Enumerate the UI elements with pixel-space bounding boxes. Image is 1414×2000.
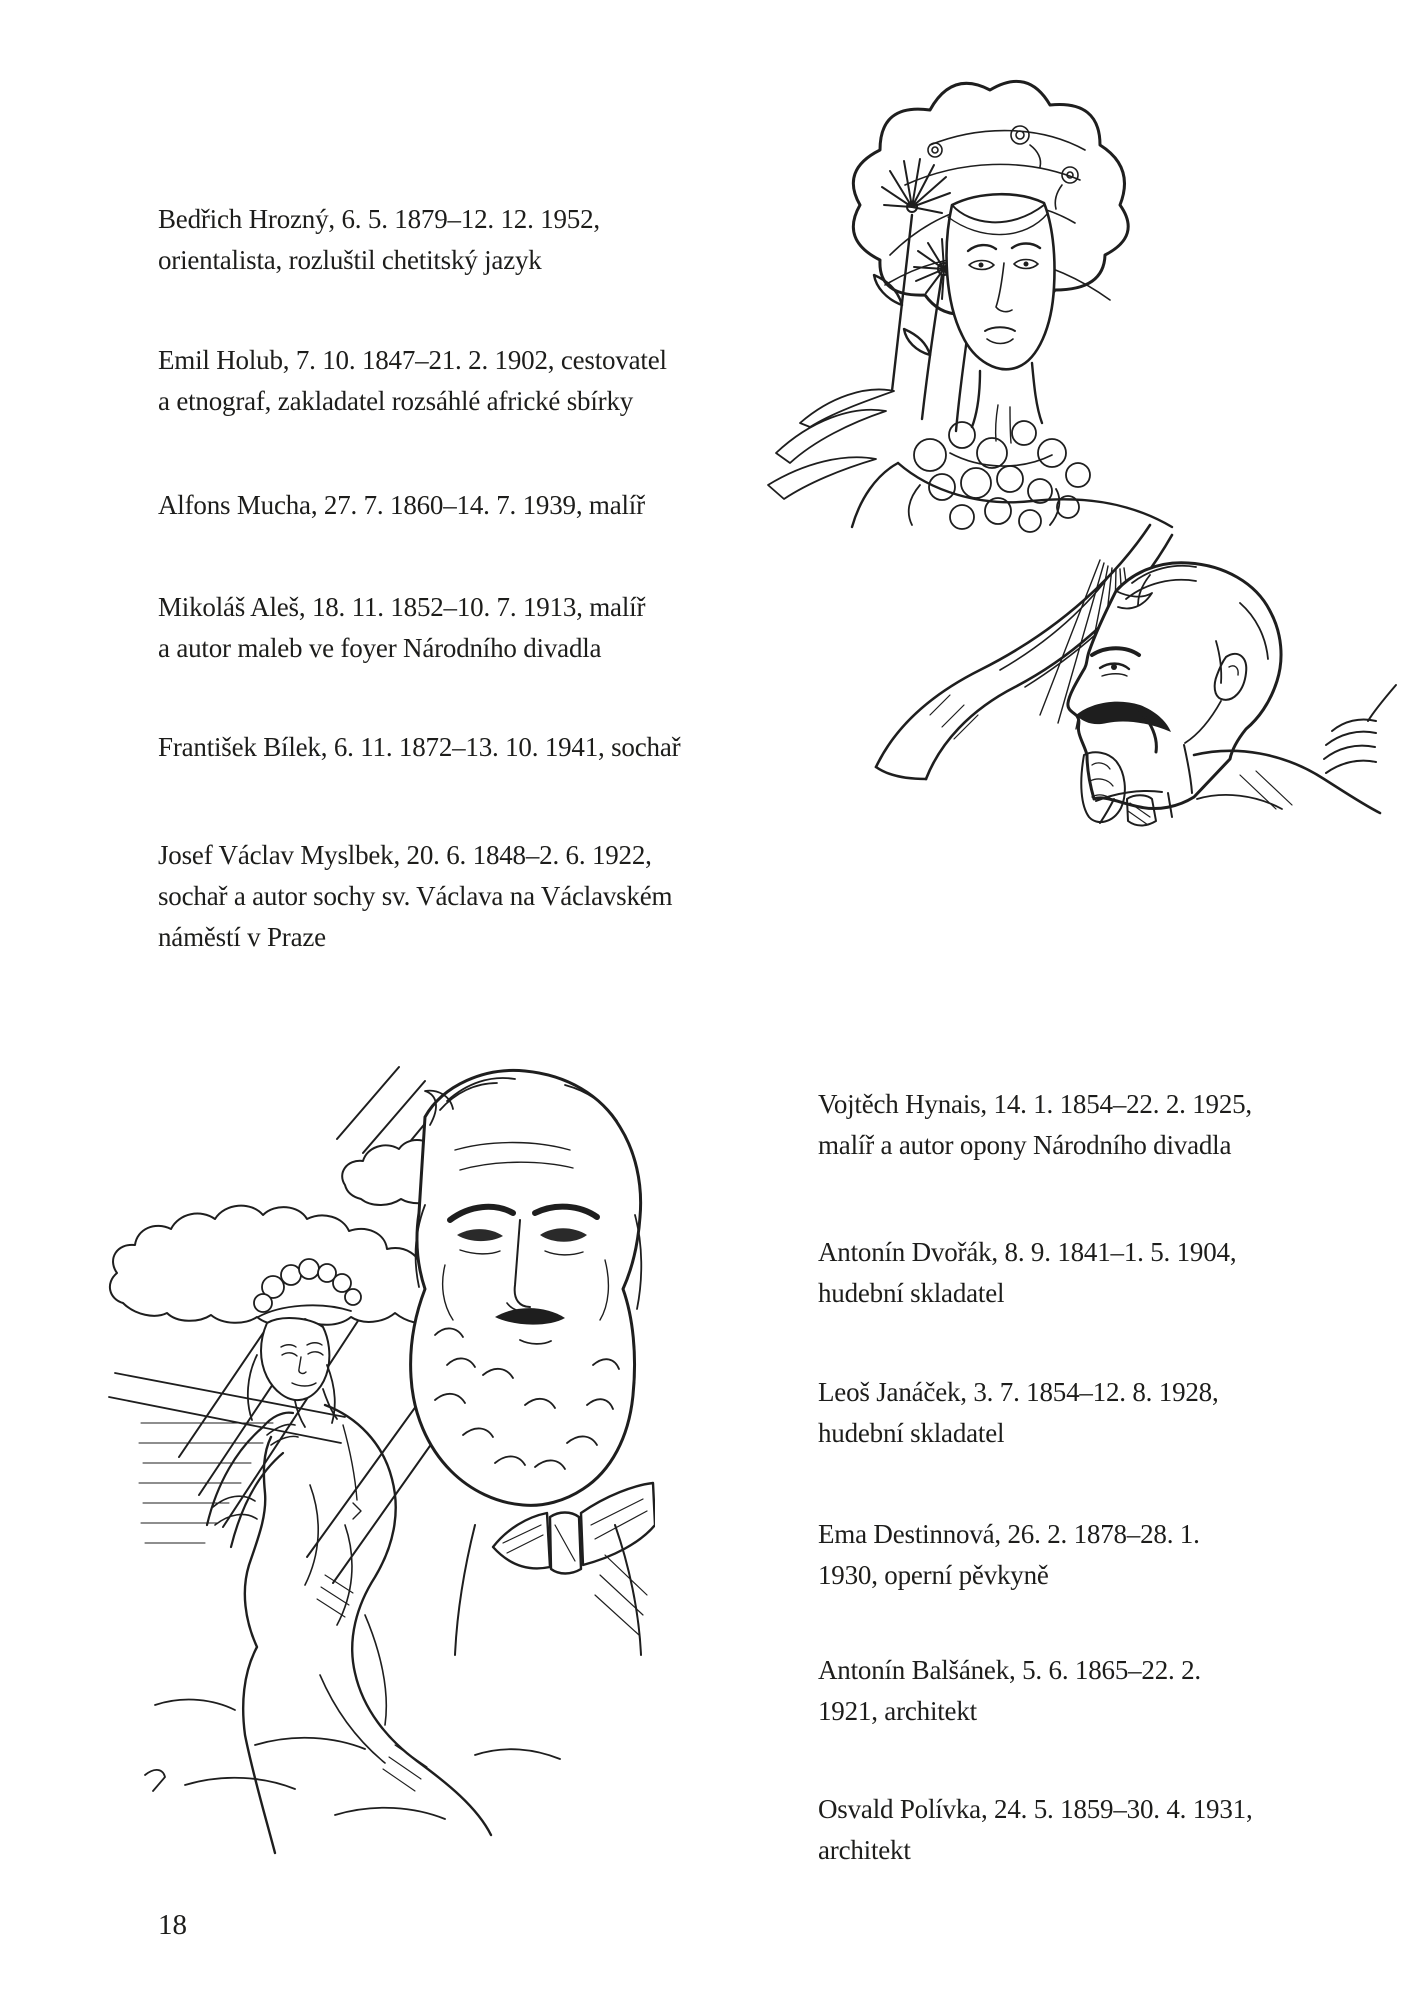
- bow-tie: [455, 1483, 655, 1655]
- entry-line: Mikoláš Aleš, 18. 11. 1852–10. 7. 1913, malíř: [158, 592, 646, 622]
- person-entry-bedrich-hrozny: [158, 199, 600, 281]
- woman-hand: [1324, 685, 1396, 773]
- entry-line: sochař a autor sochy sv. Václava na Václavském: [158, 881, 673, 911]
- entry-line: hudební skladatel: [818, 1278, 1005, 1308]
- entry-line: Ema Destinnová, 26. 2. 1878–28. 1.: [818, 1519, 1200, 1549]
- entry-line: Alfons Mucha, 27. 7. 1860–14. 7. 1939, malíř: [158, 490, 645, 520]
- entry-line: 1921, architekt: [818, 1696, 977, 1726]
- person-entry-josef-vaclav-myslbek: [158, 835, 672, 958]
- person-entry-frantisek-bilek: [158, 727, 680, 768]
- entry-line: František Bílek, 6. 11. 1872–13. 10. 1941, sochař: [158, 732, 681, 762]
- entry-line: a etnograf, zakladatel rozsáhlé africké sbírky: [158, 386, 634, 416]
- person-entry-ema-destinnova: [818, 1514, 1200, 1596]
- bottom-left-illustration: [95, 1055, 655, 1855]
- entry-line: Vojtěch Hynais, 14. 1. 1854–22. 2. 1925,: [818, 1089, 1252, 1119]
- clouds: [110, 1140, 457, 1325]
- woman-neck-shoulders: [852, 363, 1172, 527]
- entry-line: náměstí v Praze: [158, 922, 326, 952]
- entry-line: Bedřich Hrozný, 6. 5. 1879–12. 12. 1952,: [158, 204, 600, 234]
- top-right-illustration: [680, 55, 1400, 835]
- entry-line: hudební skladatel: [818, 1418, 1005, 1448]
- entry-line: Josef Václav Myslbek, 20. 6. 1848–2. 6. 1922,: [158, 840, 652, 870]
- daisy-flower: [882, 159, 950, 213]
- entry-line: a autor maleb ve foyer Národního divadla: [158, 633, 602, 663]
- entry-line: Antonín Dvořák, 8. 9. 1841–1. 5. 1904,: [818, 1237, 1237, 1267]
- person-entry-antonin-balsanek: [818, 1650, 1201, 1732]
- person-entry-emil-holub: [158, 340, 667, 422]
- person-entry-alfons-mucha: [158, 485, 645, 526]
- water-ripples: [145, 1700, 560, 1819]
- person-entry-antonin-dvorak: [818, 1232, 1236, 1314]
- person-entry-osvald-polivka: [818, 1789, 1253, 1871]
- entry-line: Osvald Polívka, 24. 5. 1859–30. 4. 1931,: [818, 1794, 1253, 1824]
- entry-line: Emil Holub, 7. 10. 1847–21. 2. 1902, cestovatel: [158, 345, 667, 375]
- composer-head: [411, 1070, 642, 1505]
- woman-face: [947, 194, 1055, 369]
- entry-line: 1930, operní pěvkyně: [818, 1560, 1049, 1590]
- page-number: 18: [158, 1909, 187, 1941]
- composer-with-muse-illustration: [95, 1055, 655, 1855]
- bouquet: [768, 389, 1090, 532]
- person-entry-leos-janacek: [818, 1372, 1219, 1454]
- woman-with-flowers-and-man-illustration: [680, 55, 1400, 835]
- entry-line: orientalista, rozluštil chetitský jazyk: [158, 245, 542, 275]
- man-portrait: [1068, 563, 1380, 826]
- entry-line: architekt: [818, 1835, 911, 1865]
- entry-line: malíř a autor opony Národního divadla: [818, 1130, 1232, 1160]
- person-entry-vojtech-hynais: [818, 1084, 1252, 1166]
- entry-line: Leoš Janáček, 3. 7. 1854–12. 8. 1928,: [818, 1377, 1219, 1407]
- person-entry-mikolas-ales: [158, 587, 645, 669]
- entry-line: Antonín Balšánek, 5. 6. 1865–22. 2.: [818, 1655, 1201, 1685]
